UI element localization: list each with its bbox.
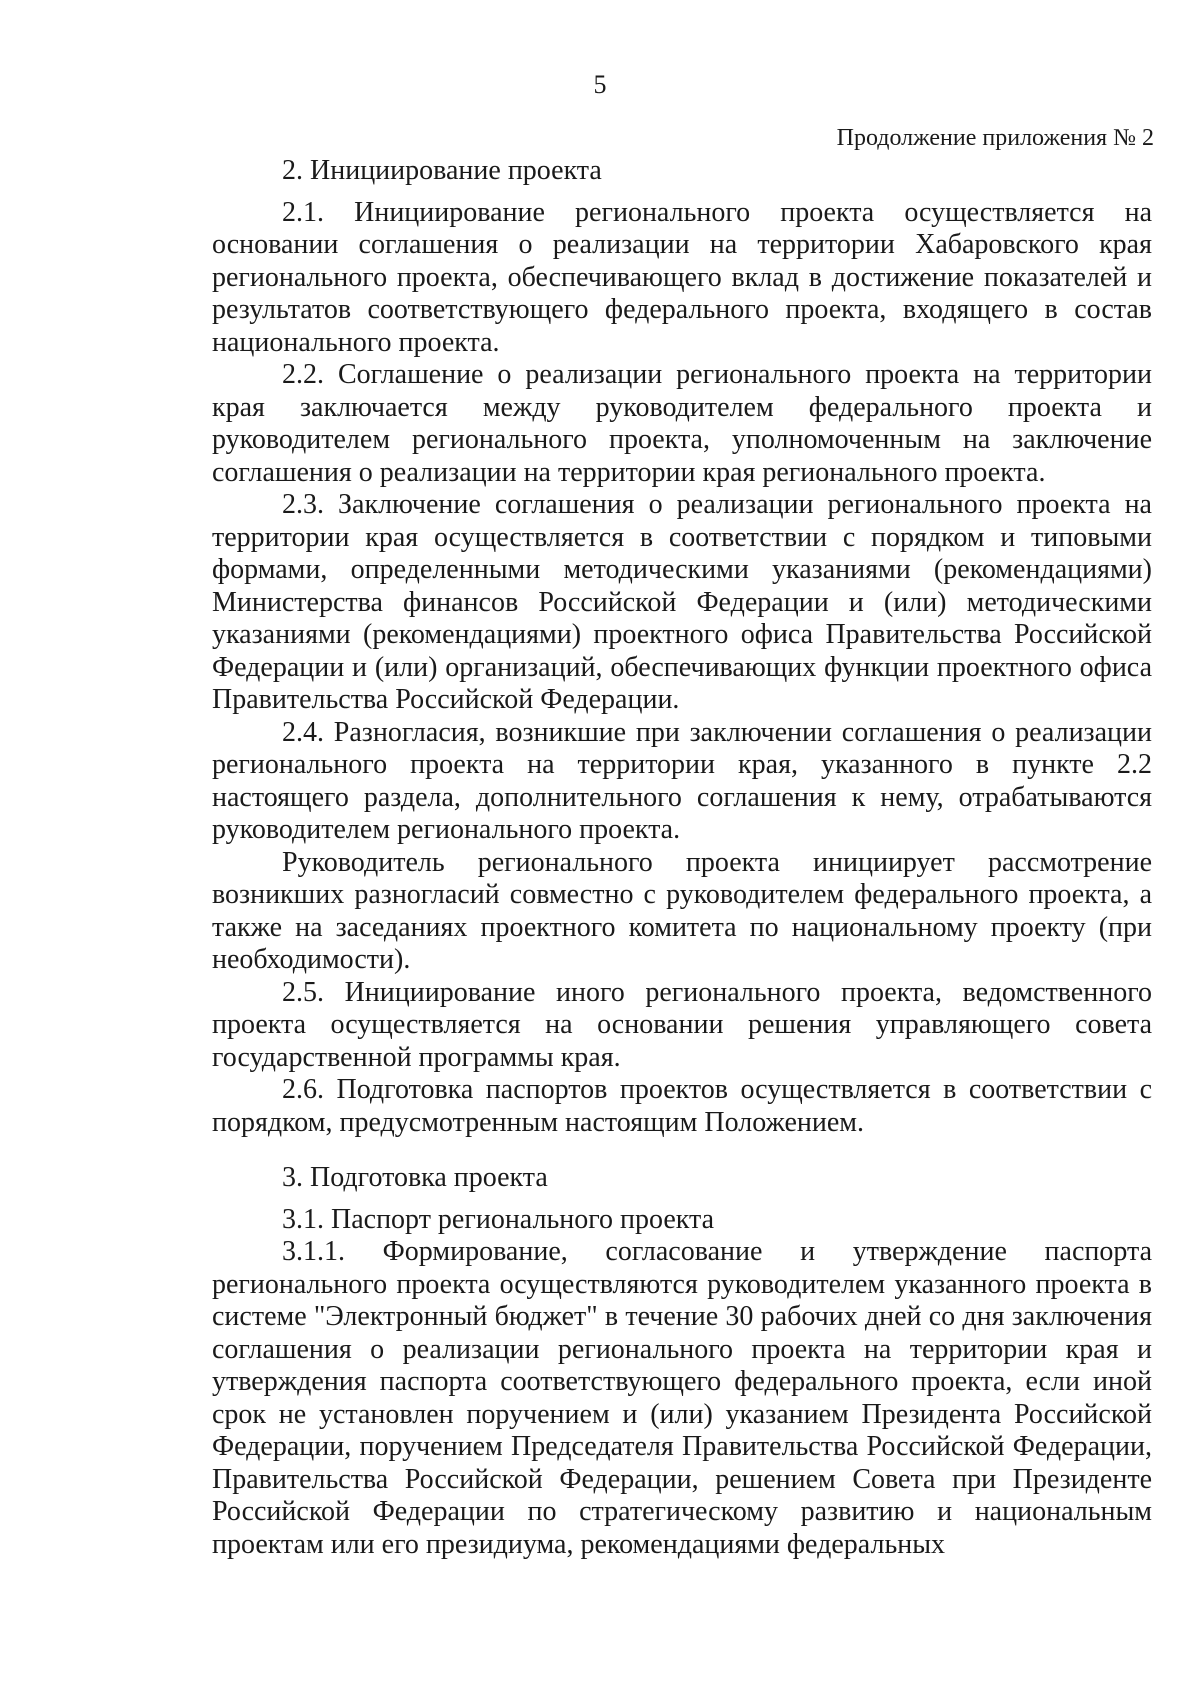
section-spacer xyxy=(212,1139,1152,1162)
paragraph-3-1-1: 3.1.1. Формирование, согласование и утверждение паспорта регионального проекта осуществляются руководителем указанного проекта в системе "Электронный бюджет" в течение 30 рабочих дней со дня заключения соглашения о реализации регионального проекта на территории края и утверждения паспорта соответствующего федерального проекта, если иной срок не установлен поручением и (или) указанием Президента Российской Федерации, поручением Председателя Правительства Российской Федерации, Правительства Российской Федерации, решением Совета при Президенте Российской Федерации по стратегическому развитию и национальным проектам или его президиума, рекомендациями федеральных xyxy=(212,1236,1152,1560)
page-number: 5 xyxy=(593,70,607,99)
paragraph-2-2: 2.2. Соглашение о реализации регионального проекта на территории края заключается между руководителем федерального проекта и руководителем регионального проекта, уполномоченным на заключение соглашения о реализации на территории края регионального проекта. xyxy=(212,359,1152,488)
paragraph-2-5: 2.5. Инициирование иного регионального проекта, ведомственного проекта осуществляется на основании решения управляющего совета государственной программы края. xyxy=(212,976,1152,1073)
document-body xyxy=(212,155,1152,1561)
appendix-continuation-note: Продолжение приложения № 2 xyxy=(836,125,1154,151)
paragraph-2-4-continued: Руководитель регионального проекта инициирует рассмотрение возникших разногласий совместно с руководителем федерального проекта, а также на заседаниях проектного комитета по национальному проекту (при необходимости). xyxy=(212,846,1152,975)
subsection-3-1-heading: 3.1. Паспорт регионального проекта xyxy=(282,1203,714,1235)
section-2-heading: 2. Инициирование проекта xyxy=(282,155,602,186)
paragraph-2-6: 2.6. Подготовка паспортов проектов осуществляется в соответствии с порядком, предусмотренным настоящим Положением. xyxy=(212,1074,1152,1138)
section-3-heading: 3. Подготовка проекта xyxy=(282,1162,548,1193)
paragraph-2-1: 2.1. Инициирование регионального проекта осуществляется на основании соглашения о реализации на территории Хабаровского края регионального проекта, обеспечивающего вклад в достижение показателей и результатов соответствующего федерального проекта, входящего в состав национального проекта. xyxy=(212,196,1152,358)
paragraph-2-4: 2.4. Разногласия, возникшие при заключении соглашения о реализации регионального проекта на территории края, указанного в пункте 2.2 настоящего раздела, дополнительного соглашения к нему, отрабатываются руководителем регионального проекта. xyxy=(212,716,1152,845)
paragraph-2-3: 2.3. Заключение соглашения о реализации регионального проекта на территории края осуществляется в соответствии с порядком и типовыми формами, определенными методическими указаниями (рекомендациями) Министерства финансов Российской Федерации и (или) методическими указаниями (рекомендациями) проектного офиса Правительства Российской Федерации и (или) организаций, обеспечивающих функции проектного офиса Правительства Российской Федерации. xyxy=(212,489,1152,715)
